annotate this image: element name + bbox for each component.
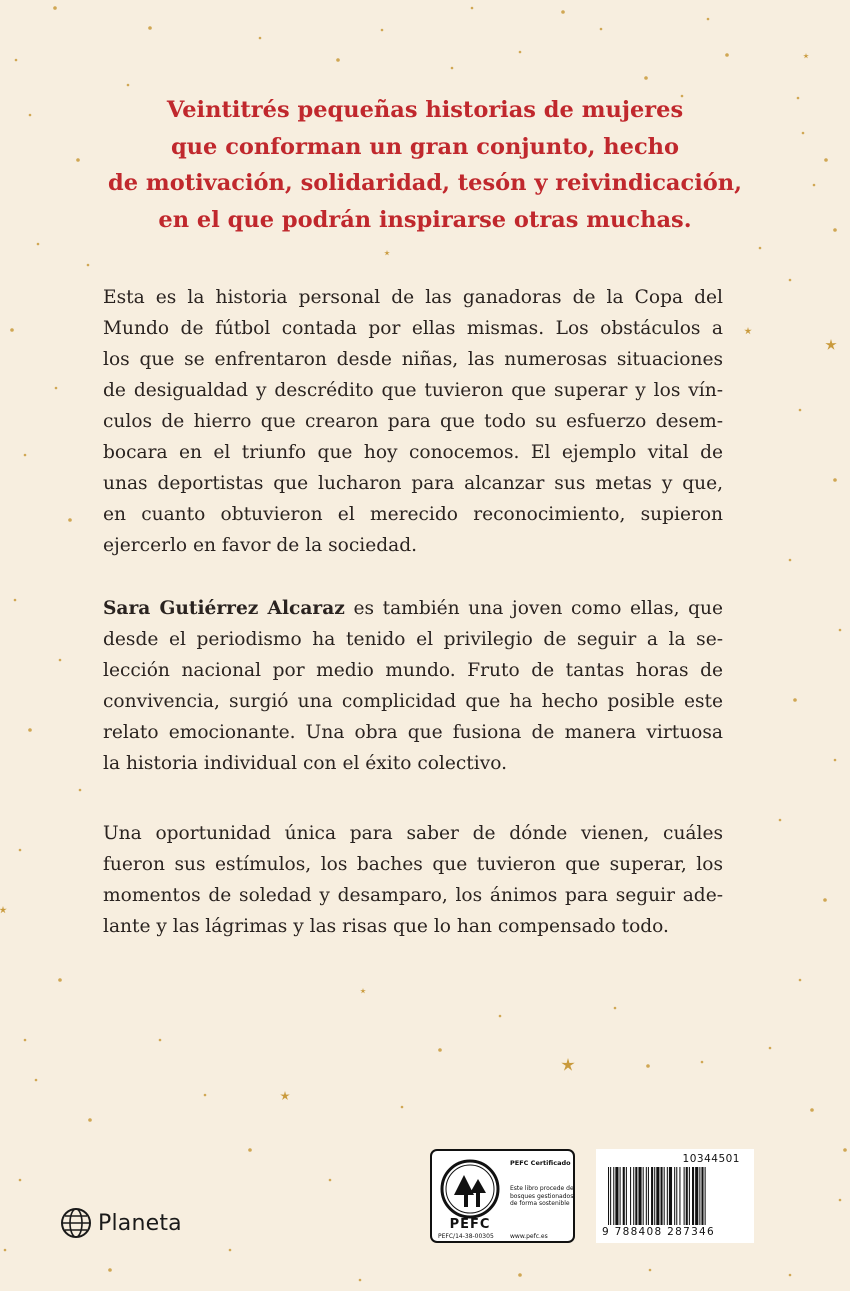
star-dot — [259, 37, 262, 40]
star-dot — [108, 1268, 112, 1272]
text-line: ejercerlo en favor de la sociedad. — [103, 535, 418, 556]
pefc-description: Este libro procede de bosques gestionados de forma sostenible — [510, 1185, 574, 1207]
star-dot — [24, 454, 27, 457]
star-dot — [833, 228, 837, 232]
star-dot — [15, 59, 18, 62]
author-paragraph — [103, 593, 723, 779]
star-dot — [793, 698, 797, 702]
star-dot — [802, 132, 805, 135]
star-dot — [561, 10, 565, 14]
star-dot — [799, 409, 802, 412]
star-dot — [148, 26, 152, 30]
star-dot — [759, 247, 762, 250]
star-dot — [519, 51, 522, 54]
star-shape — [825, 339, 836, 350]
barcode-bar — [615, 1167, 618, 1225]
text-line: la historia individual con el éxito colectivo. — [103, 753, 507, 774]
star-dot — [823, 898, 827, 902]
tagline-line: Veintitrés pequeñas historias de mujeres — [166, 97, 684, 123]
barcode-bar — [620, 1167, 621, 1225]
barcode-bar — [654, 1167, 655, 1225]
star-dot — [53, 6, 57, 10]
publisher-logo — [60, 1205, 182, 1241]
star-dot — [19, 1179, 22, 1182]
star-dot — [19, 849, 22, 852]
star-dot — [59, 659, 62, 662]
star-dot — [35, 1079, 38, 1082]
barcode-bar — [695, 1167, 698, 1225]
star-dot — [518, 1273, 522, 1277]
isbn-number: 9 788408 287346 — [602, 1226, 716, 1238]
star-dot — [797, 97, 800, 100]
star-dot — [799, 979, 802, 982]
barcode-bar — [626, 1167, 627, 1225]
author-name: Sara Gutiérrez Alcaraz — [103, 598, 345, 619]
text-line: momentos de soledad y desamparo, los ánimos para seguir ade- — [103, 885, 723, 906]
star-dot — [87, 264, 90, 267]
barcode-bar — [664, 1167, 665, 1225]
pefc-code: PEFC/14-38-00305 — [438, 1233, 494, 1240]
synopsis-paragraph — [103, 282, 723, 561]
star-dot — [58, 978, 62, 982]
closing-paragraph — [103, 818, 723, 942]
barcode-bar — [635, 1167, 637, 1225]
star-dot — [381, 29, 384, 32]
barcode-bar — [638, 1167, 641, 1225]
star-dot — [649, 1269, 652, 1272]
star-dot — [79, 789, 82, 792]
star-dot — [824, 158, 828, 162]
barcode-bar — [661, 1167, 663, 1225]
barcode-bar — [610, 1167, 611, 1225]
barcode-bar — [684, 1167, 685, 1225]
star-shape — [561, 1058, 574, 1071]
tagline — [60, 92, 790, 238]
text-line: unas deportistas que lucharon para alcanzar sus metas y que, — [103, 473, 723, 494]
star-shape — [744, 327, 752, 334]
barcode-bar — [705, 1167, 706, 1225]
star-dot — [471, 7, 474, 10]
star-dot — [401, 1106, 404, 1109]
barcode-bar — [633, 1167, 634, 1225]
star-dot — [10, 328, 14, 332]
star-dot — [707, 18, 710, 21]
star-dot — [779, 819, 782, 822]
barcode-bar — [648, 1167, 649, 1225]
star-dot — [329, 1179, 332, 1182]
text-line: lección nacional por medio mundo. Fruto de tantas horas de — [103, 660, 723, 681]
star-dot — [789, 279, 792, 282]
text-line: desde el periodismo ha tenido el privilegio de seguir a la se- — [103, 629, 723, 650]
star-dot — [833, 478, 837, 482]
text-line: Una oportunidad única para saber de dónde vienen, cuáles — [103, 823, 723, 844]
tagline-line: de motivación, solidaridad, tesón y reivindicación, — [108, 170, 742, 196]
barcode-bar — [689, 1167, 690, 1225]
star-dot — [55, 387, 58, 390]
text-line: culos de hierro que crearon para que todo su esfuerzo desem- — [103, 411, 723, 432]
star-dot — [4, 1249, 7, 1252]
barcode-bar — [630, 1167, 631, 1225]
star-dot — [646, 1064, 650, 1068]
star-shape — [0, 906, 7, 913]
star-dot — [204, 1094, 207, 1097]
text-line: de desigualdad y descrédito que tuvieron que superar y los vín- — [103, 380, 723, 401]
globe-icon — [60, 1207, 92, 1239]
star-dot — [499, 1015, 502, 1018]
star-dot — [769, 1047, 772, 1050]
text-line: relato emocionante. Una obra que fusiona de manera virtuosa — [103, 722, 723, 743]
text-line: convivencia, surgió una complicidad que ha hecho posible este — [103, 691, 723, 712]
star-dot — [701, 1061, 704, 1064]
star-dot — [229, 1249, 232, 1252]
isbn-barcode — [596, 1149, 754, 1243]
star-dot — [68, 518, 72, 522]
barcode-bar — [692, 1167, 694, 1225]
star-dot — [29, 114, 32, 117]
text-line: fueron sus estímulos, los baches que tuvieron que superar, los — [103, 854, 723, 875]
barcode-bar — [679, 1167, 680, 1225]
text-line: Mundo de fútbol contada por ellas mismas. Los obstáculos a — [103, 318, 723, 339]
star-dot — [248, 1148, 252, 1152]
star-dot — [159, 1039, 162, 1042]
text-line: los que se enfrentaron desde niñas, las numerosas situaciones — [103, 349, 723, 370]
tagline-line: en el que podrán inspirarse otras muchas. — [158, 206, 692, 233]
star-dot — [725, 53, 729, 57]
text-line: bocara en el triunfo que hoy conocemos. El ejemplo vital de — [103, 442, 723, 463]
text-line: lante y las lágrimas y las risas que lo han compensado todo. — [103, 916, 669, 937]
star-dot — [336, 58, 340, 62]
barcode-bar — [646, 1167, 647, 1225]
text-line: Esta es la historia personal de las ganadoras de la Copa del — [103, 287, 723, 308]
star-dot — [843, 1148, 847, 1152]
pefc-brand: PEFC — [449, 1217, 491, 1232]
star-dot — [127, 84, 130, 87]
star-dot — [14, 599, 17, 602]
star-dot — [789, 559, 792, 562]
text-line — [103, 593, 723, 624]
star-dot — [839, 1199, 842, 1202]
star-dot — [28, 728, 32, 732]
star-shape — [360, 988, 366, 993]
barcode-bar — [613, 1167, 614, 1225]
star-shape — [384, 250, 390, 255]
star-dot — [614, 1007, 617, 1010]
barcode-bar — [701, 1167, 703, 1225]
author-line-rest: es también una joven como ellas, que — [344, 598, 723, 619]
pefc-certification — [430, 1149, 575, 1243]
star-dot — [451, 67, 454, 70]
barcode-bar — [623, 1167, 625, 1225]
tagline-line: que conforman un gran conjunto, hecho — [170, 133, 680, 160]
star-dot — [37, 243, 40, 246]
pefc-tree-icon — [440, 1159, 500, 1219]
barcode-bar — [699, 1167, 700, 1225]
star-shape — [280, 1091, 290, 1100]
barcode-bar — [669, 1167, 672, 1225]
barcode-bar — [651, 1167, 653, 1225]
star-dot — [359, 1279, 362, 1282]
barcode-bar — [608, 1167, 609, 1225]
star-dot — [813, 184, 816, 187]
barcode-bar — [676, 1167, 677, 1225]
star-dot — [644, 76, 648, 80]
pefc-url: www.pefc.es — [510, 1233, 548, 1240]
star-dot — [88, 1118, 92, 1122]
star-shape — [803, 53, 809, 58]
barcode-bar — [643, 1167, 644, 1225]
barcode-bar — [656, 1167, 659, 1225]
star-dot — [810, 1108, 814, 1112]
pefc-certified: PEFC Certificado — [510, 1159, 571, 1167]
star-dot — [839, 629, 842, 632]
barcode-reference: 10344501 — [682, 1153, 740, 1165]
text-line: en cuanto obtuvieron el merecido reconocimiento, supieron — [103, 504, 723, 525]
star-dot — [24, 1039, 27, 1042]
barcode-bars — [608, 1167, 742, 1225]
star-dot — [438, 1048, 442, 1052]
barcode-bar — [674, 1167, 675, 1225]
star-dot — [600, 28, 603, 31]
star-dot — [834, 759, 837, 762]
barcode-bar — [667, 1167, 668, 1225]
star-dot — [789, 1274, 792, 1277]
publisher-name: Planeta — [98, 1210, 182, 1236]
barcode-bar — [686, 1167, 688, 1225]
